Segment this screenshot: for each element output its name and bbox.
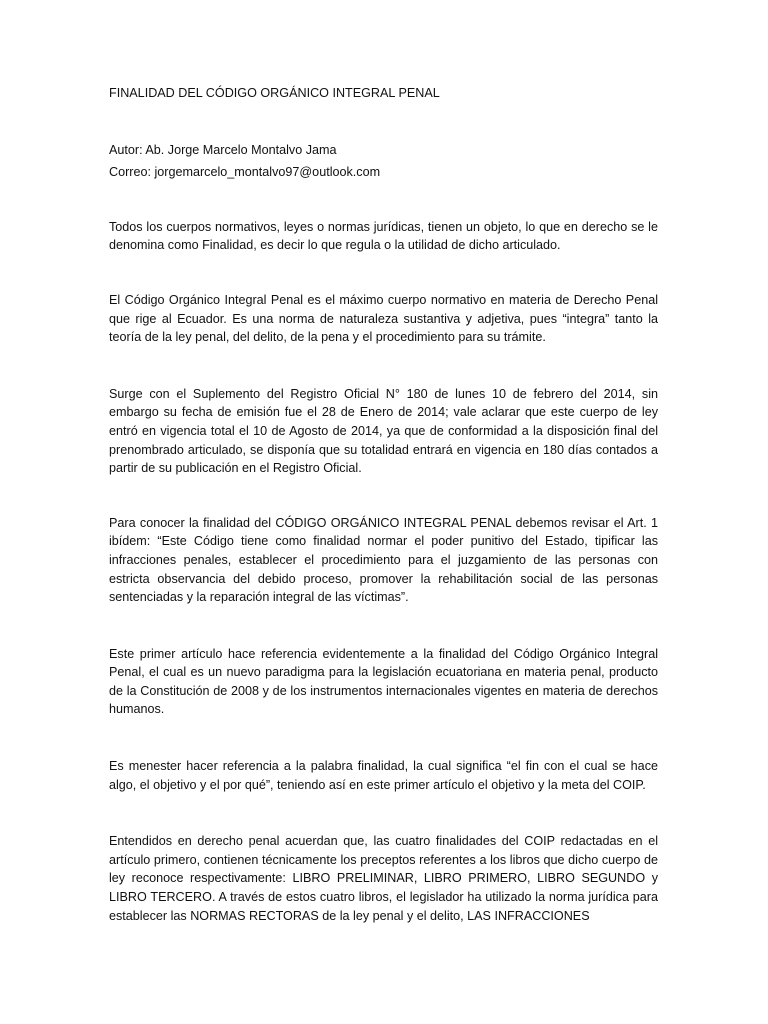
paragraph-4: Para conocer la finalidad del CÓDIGO ORGÁNICO INTEGRAL PENAL debemos revisar el Art. 1 ibídem: “Este Código tiene como finalidad normar el poder punitivo del Estado, tipificar las infracciones penales, establecer el procedimiento para el juzgamiento de las personas con estricta observancia del debido proceso, promover la rehabilitación social de las personas sentenciadas y la reparación integral de las víctimas”. <box>109 515 658 605</box>
email-line: Correo: jorgemarcelo_montalvo97@outlook.com <box>109 165 381 180</box>
paragraph-7: Entendidos en derecho penal acuerdan que, las cuatro finalidades del COIP redactadas en el artículo primero, contienen técnicamente los preceptos referentes a los libros que dicho cuerpo de ley reconoce respectivamente: LIBRO PRELIMINAR, LIBRO PRIMERO, LIBRO SEGUNDO y LIBRO TERCERO. A través de estos cuatro libros, el legislador ha utilizado la norma jurídica para establecer las NORMAS RECTORAS de la ley penal y el delito, LAS INFRACCIONES <box>109 834 658 923</box>
author-line: Autor: Ab. Jorge Marcelo Montalvo Jama <box>109 142 337 157</box>
paragraph-5: Este primer artículo hace referencia evidentemente a la finalidad del Código Orgánico Integral Penal, el cual es un nuevo paradigma para la legislación ecuatoriana en materia penal, producto de la Constitución de 2008 y de los instrumentos internacionales vigentes en materia de derechos humanos. <box>109 646 658 717</box>
paragraph-3: Surge con el Suplemento del Registro Oficial N° 180 de lunes 10 de febrero del 2014, sin embargo su fecha de emisión fue el 28 de Enero de 2014; vale aclarar que este cuerpo de ley entró en vigencia total el 10 de Agosto de 2014, ya que de conformidad a la disposición final del prenombrado articulado, se disponía que su totalidad entrará en vigencia en 180 días contados a partir de su publicación en el Registro Oficial. <box>109 386 658 476</box>
document-body <box>109 84 658 925</box>
paragraph-6: Es menester hacer referencia a la palabra finalidad, la cual significa “el fin con el cual se hace algo, el objetivo y el por qué”, teniendo así en este primer artículo el objetivo y la meta del COIP. <box>109 759 658 792</box>
paragraph-1: Todos los cuerpos normativos, leyes o normas jurídicas, tienen un objeto, lo que en derecho se le denomina como Finalidad, es decir lo que regula o la utilidad de dicho articulado. <box>109 219 658 253</box>
paragraph-2: El Código Orgánico Integral Penal es el máximo cuerpo normativo en materia de Derecho Penal que rige al Ecuador. Es una norma de naturaleza sustantiva y adjetiva, pues “integra” tanto la teoría de la ley penal, del delito, de la pena y el procedimiento para su trámite. <box>109 292 658 345</box>
document-title: FINALIDAD DEL CÓDIGO ORGÁNICO INTEGRAL PENAL <box>109 86 440 100</box>
